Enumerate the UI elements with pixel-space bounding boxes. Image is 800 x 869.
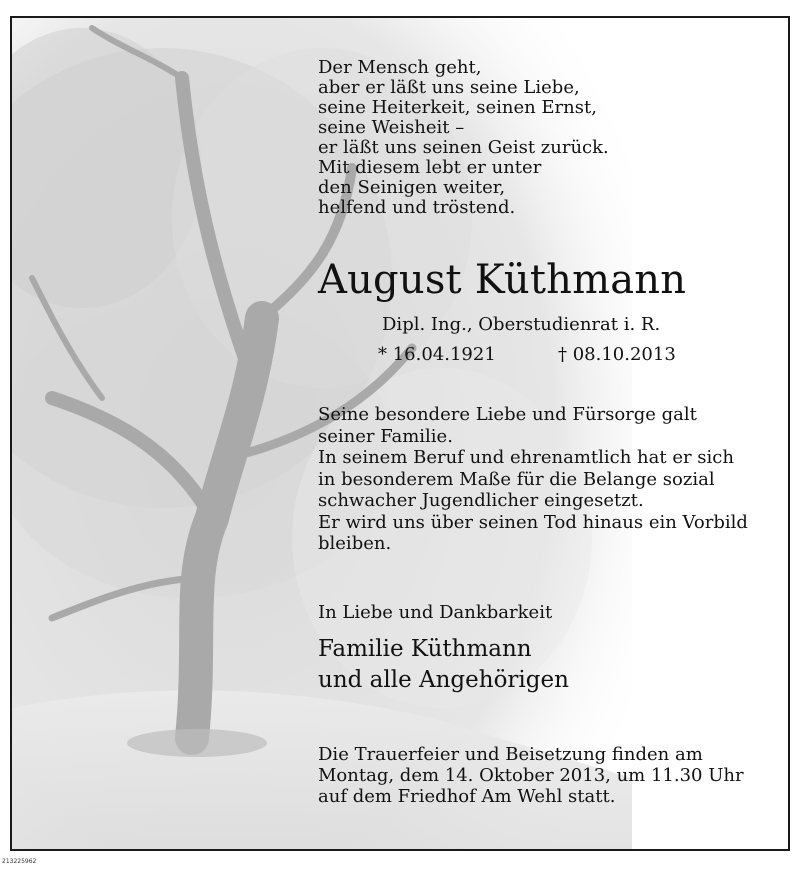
- poem-line: Der Mensch geht,: [318, 57, 482, 78]
- tribute-line: In seinem Beruf und ehrenamtlich hat er sich: [318, 447, 734, 468]
- funeral-line: Montag, dem 14. Oktober 2013, um 11.30 Uhr: [318, 765, 744, 786]
- family-line: und alle Angehörigen: [318, 667, 569, 693]
- poem-line: Mit diesem lebt er unter: [318, 157, 542, 178]
- death-date: † 08.10.2013: [558, 344, 676, 365]
- tribute-line: bleiben.: [318, 533, 392, 554]
- birth-date: * 16.04.1921: [378, 344, 496, 365]
- tribute-line: Seine besondere Liebe und Fürsorge galt: [318, 404, 697, 425]
- funeral-notice: [318, 744, 744, 807]
- reference-number: 213225962: [2, 858, 37, 865]
- poem: [318, 58, 609, 218]
- poem-line: er läßt uns seinen Geist zurück.: [318, 137, 609, 158]
- family-line: Familie Küthmann: [318, 636, 532, 662]
- poem-line: helfend und tröstend.: [318, 197, 516, 218]
- tribute-line: Er wird uns über seinen Tod hinaus ein Vorbild: [318, 511, 748, 533]
- tribute-line: seiner Familie.: [318, 425, 453, 447]
- family-signature: [318, 634, 569, 696]
- funeral-line: auf dem Friedhof Am Wehl statt.: [318, 786, 616, 807]
- obituary-frame: [10, 16, 790, 851]
- funeral-line: Die Trauerfeier und Beisetzung finden am: [318, 744, 703, 765]
- poem-line: seine Weisheit –: [318, 117, 465, 138]
- tribute-line: in besonderem Maße für die Belange sozial: [318, 468, 715, 490]
- deceased-title: Dipl. Ing., Oberstudienrat i. R.: [382, 314, 661, 335]
- poem-line: aber er läßt uns seine Liebe,: [318, 77, 580, 98]
- tribute-text: [318, 404, 748, 555]
- closing-phrase: In Liebe und Dankbarkeit: [318, 602, 553, 623]
- tribute-line: schwacher Jugendlicher eingesetzt.: [318, 490, 644, 511]
- poem-line: den Seinigen weiter,: [318, 177, 506, 198]
- poem-line: seine Heiterkeit, seinen Ernst,: [318, 97, 597, 118]
- deceased-name: August Küthmann: [318, 257, 687, 303]
